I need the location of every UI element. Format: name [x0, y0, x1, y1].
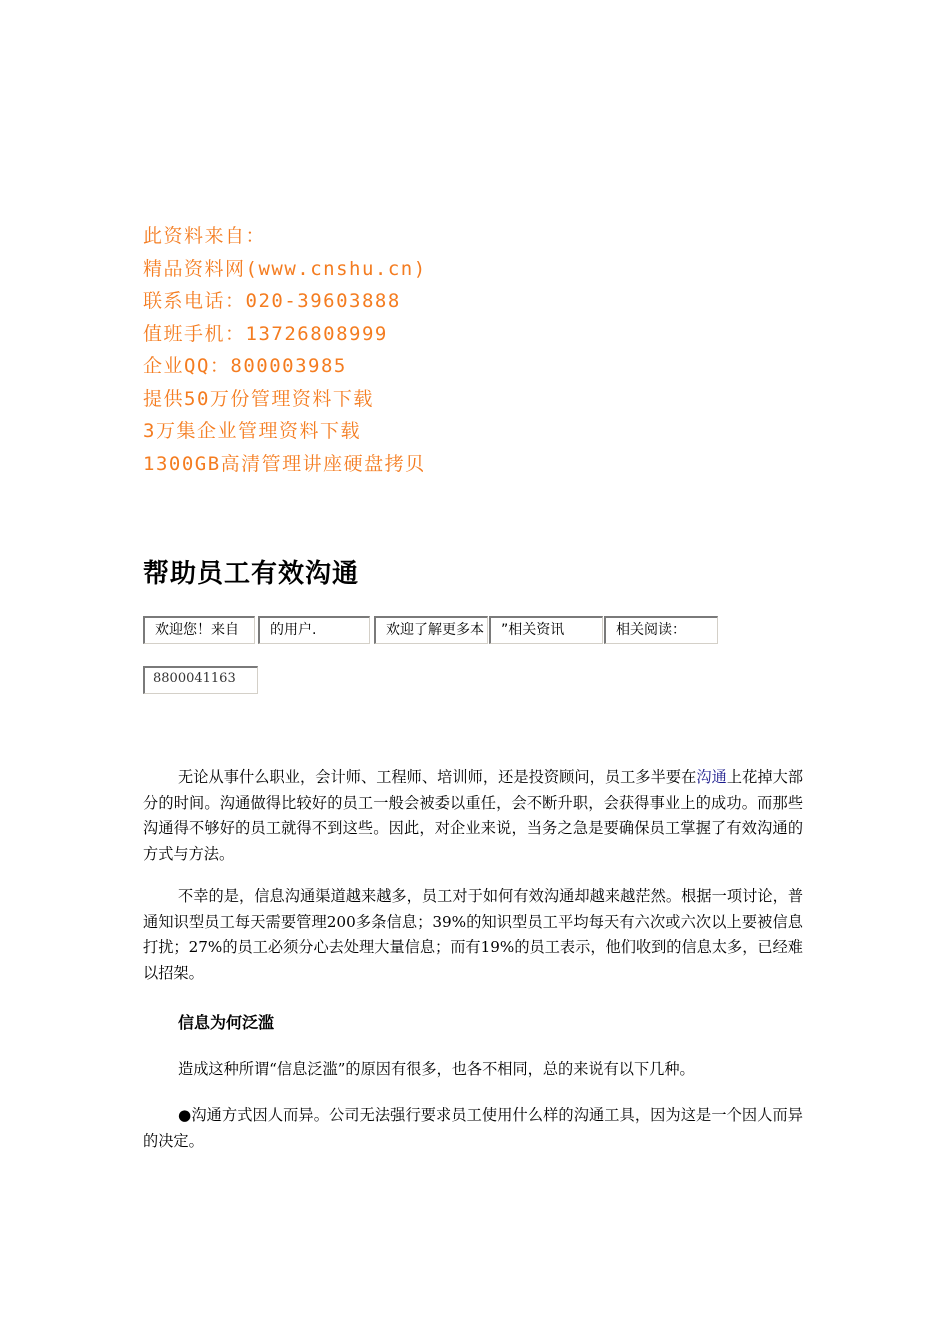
- section-heading: 信息为何泛滥: [178, 1013, 275, 1032]
- paragraph-text: 无论从事什么职业，会计师、工程师、培训师，还是投资顾问，员工多半要在: [178, 768, 697, 786]
- source-line: 1300GB高清管理讲座硬盘拷贝: [143, 452, 426, 475]
- paragraph-statistics: 不幸的是，信息沟通渠道越来越多，员工对于如何有效沟通却越来越茫然。根据一项讨论，普通知识型员工每天需要管理200多条信息；39%的知识型员工平均每天有六次或六次以上要被信息打扰；27%的员工必须分心去处理大量信息；而有19%的员工表示，他们收到的信息太多，已经难以招架。: [143, 887, 803, 982]
- bullet-paragraph: [143, 1103, 803, 1154]
- source-info-block: [143, 220, 743, 480]
- source-line: 提供50万份管理资料下载: [143, 387, 374, 410]
- id-field[interactable]: 8800041163: [143, 666, 258, 694]
- text-field[interactable]: ”相关资讯: [489, 616, 603, 644]
- communication-link[interactable]: 沟通: [696, 768, 727, 786]
- paragraph-causes: 造成这种所谓“信息泛滥”的原因有很多，也各不相同，总的来说有以下几种。: [178, 1060, 695, 1078]
- page-title: 帮助员工有效沟通: [143, 559, 360, 589]
- source-line: 此资料来自：: [143, 225, 267, 247]
- source-line-phone: 联系电话：020-39603888: [143, 290, 401, 312]
- embedded-field-row: [143, 616, 723, 644]
- paragraph-intro: [143, 765, 803, 867]
- source-line-website[interactable]: 精品资料网(www.cnshu.cn): [143, 257, 427, 280]
- text-field[interactable]: 欢迎了解更多本: [374, 616, 488, 644]
- source-line: 3万集企业管理资料下载: [143, 420, 361, 442]
- text-field[interactable]: 相关阅读：: [604, 616, 718, 644]
- source-line-qq: 企业QQ：800003985: [143, 355, 347, 377]
- text-field[interactable]: 欢迎您！来自: [143, 616, 255, 644]
- paragraph-text: 上花掉大部分的时间。沟通做得比较好的员工一般会被委以重任，会不断升职，会获得事业上的成功。而那些沟通得不够好的员工就得不到这些。因此，对企业来说，当务之急是要确保员工掌握了有效沟通的方式与方法。: [143, 768, 804, 863]
- bullet-icon: ●: [178, 1106, 192, 1124]
- text-field[interactable]: 的用户.: [258, 616, 370, 644]
- paragraph-text: 沟通方式因人而异。公司无法强行要求员工使用什么样的沟通工具，因为这是一个因人而异的决定。: [143, 1106, 803, 1150]
- source-line-mobile: 值班手机：13726808999: [143, 322, 388, 345]
